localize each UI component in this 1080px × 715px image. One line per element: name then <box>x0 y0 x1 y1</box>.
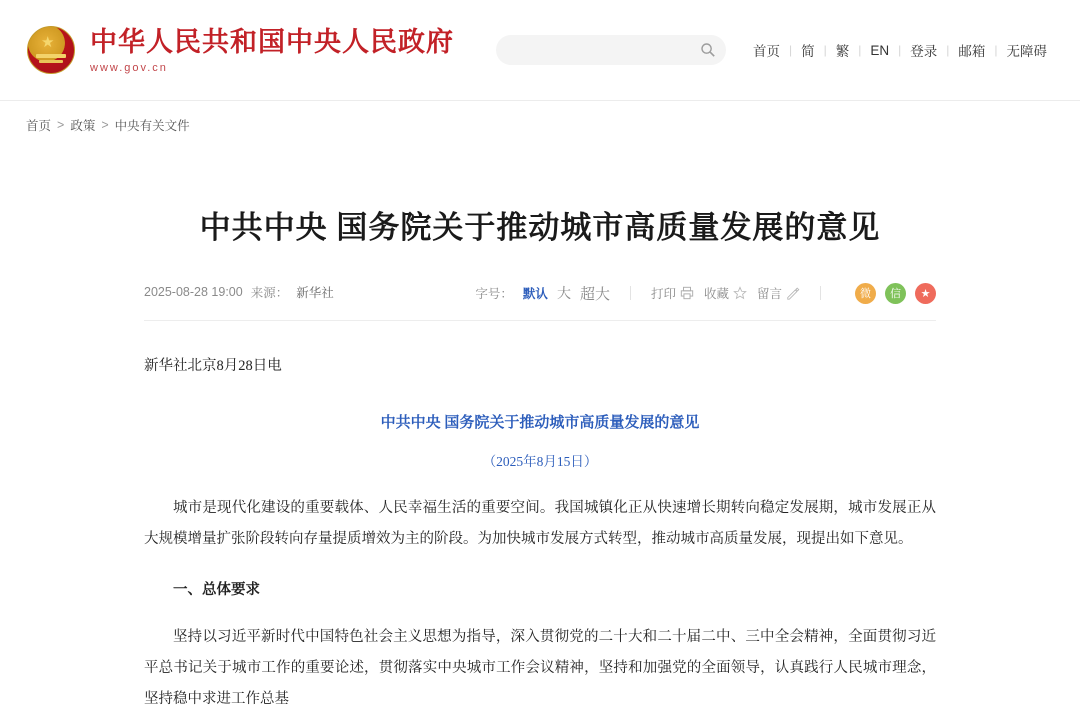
source-name: 新华社 <box>296 285 334 300</box>
article-meta-left <box>144 283 334 301</box>
breadcrumb <box>26 116 190 134</box>
print-button[interactable] <box>651 284 694 302</box>
fontsize-large-button[interactable]: 大 <box>556 285 571 302</box>
breadcrumb-item-home[interactable]: 首页 <box>26 118 52 133</box>
source-label: 来源： <box>250 285 289 300</box>
paragraph: 坚持以习近平新时代中国特色社会主义思想为指导，深入贯彻党的二十大和二十届二中、三中全会精神，全面贯彻习近平总书记关于城市工作的重要论述，贯彻落实中央城市工作会议精神，坚持和加强党的全面领导，认真践行人民城市理念，坚持稳中求进工作总基 <box>144 628 936 707</box>
search-icon[interactable] <box>700 42 716 58</box>
breadcrumb-item-policy[interactable]: 政策 <box>70 118 96 133</box>
site-domain: www.gov.cn <box>90 62 168 74</box>
article-body <box>144 321 936 715</box>
nav-item-mail[interactable]: 邮箱 <box>958 44 986 59</box>
nav-item-english[interactable]: EN <box>870 42 890 58</box>
dateline: 新华社北京8月28日电 <box>144 357 282 374</box>
nav-item-login[interactable]: 登录 <box>910 44 938 59</box>
nav-separator: | <box>898 43 902 57</box>
divider <box>820 286 821 300</box>
nav-item-simplified[interactable]: 简 <box>801 44 815 59</box>
nav-separator: | <box>788 43 793 57</box>
paragraph: 城市是现代化建设的重要载体、人民幸福生活的重要空间。我国城镇化正从快速增长期转向稳定发展期，城市发展正从大规模增量扩张阶段转向存量提质增效为主的阶段。为加快城市发展方式转型，推动城市高质量发展，现提出如下意见。 <box>144 499 936 547</box>
breadcrumb-item-central-documents[interactable]: 中央有关文件 <box>114 118 190 133</box>
nav-item-traditional[interactable]: 繁 <box>835 44 850 59</box>
search-input[interactable] <box>510 42 700 58</box>
page-title: 中共中央 国务院关于推动城市高质量发展的意见 <box>199 209 881 245</box>
favorite-share-icon[interactable]: ★ <box>915 283 936 304</box>
comment-label: 留言 <box>756 287 782 302</box>
divider <box>630 286 631 300</box>
article-meta-tools <box>475 283 936 304</box>
print-label: 打印 <box>650 287 676 302</box>
pencil-icon <box>786 286 800 300</box>
fontsize-switcher <box>523 283 610 304</box>
nav-separator: | <box>858 43 862 57</box>
printer-icon <box>680 286 694 300</box>
publish-datetime: 2025-08-28 19:00 <box>144 284 243 299</box>
inner-date: （2025年8月15日） <box>482 453 598 469</box>
breadcrumb-separator: > <box>57 117 65 132</box>
article <box>144 148 936 715</box>
nav-separator: | <box>994 43 998 57</box>
fontsize-default-button[interactable]: 默认 <box>522 287 548 302</box>
header-nav <box>744 40 1056 60</box>
article-meta-bar <box>144 283 936 321</box>
breadcrumb-separator: > <box>101 117 109 132</box>
share-group <box>855 283 936 304</box>
national-emblem-icon: ★ <box>24 23 78 77</box>
wechat-share-icon[interactable]: 信 <box>885 283 906 304</box>
section-heading: 一、总体要求 <box>173 581 260 598</box>
breadcrumb-bar <box>0 100 1080 148</box>
fontsize-label: 字号： <box>475 287 513 302</box>
weibo-share-icon[interactable]: 微 <box>855 283 876 304</box>
nav-separator: | <box>823 43 827 57</box>
star-icon <box>733 286 747 300</box>
site-header <box>0 0 1080 100</box>
site-title: 中华人民共和国中央人民政府 <box>90 27 454 57</box>
comment-button[interactable] <box>757 284 800 302</box>
nav-item-accessibility[interactable]: 无障碍 <box>1006 44 1047 59</box>
inner-title: 中共中央 国务院关于推动城市高质量发展的意见 <box>380 414 700 431</box>
header-right <box>496 35 1056 65</box>
favorite-label: 收藏 <box>703 287 729 302</box>
search-box[interactable] <box>496 35 726 65</box>
site-brand[interactable] <box>90 26 454 74</box>
nav-item-home[interactable]: 首页 <box>752 44 780 59</box>
nav-separator: | <box>946 43 950 57</box>
fontsize-xlarge-button[interactable]: 超大 <box>579 285 610 303</box>
favorite-button[interactable] <box>704 284 747 302</box>
